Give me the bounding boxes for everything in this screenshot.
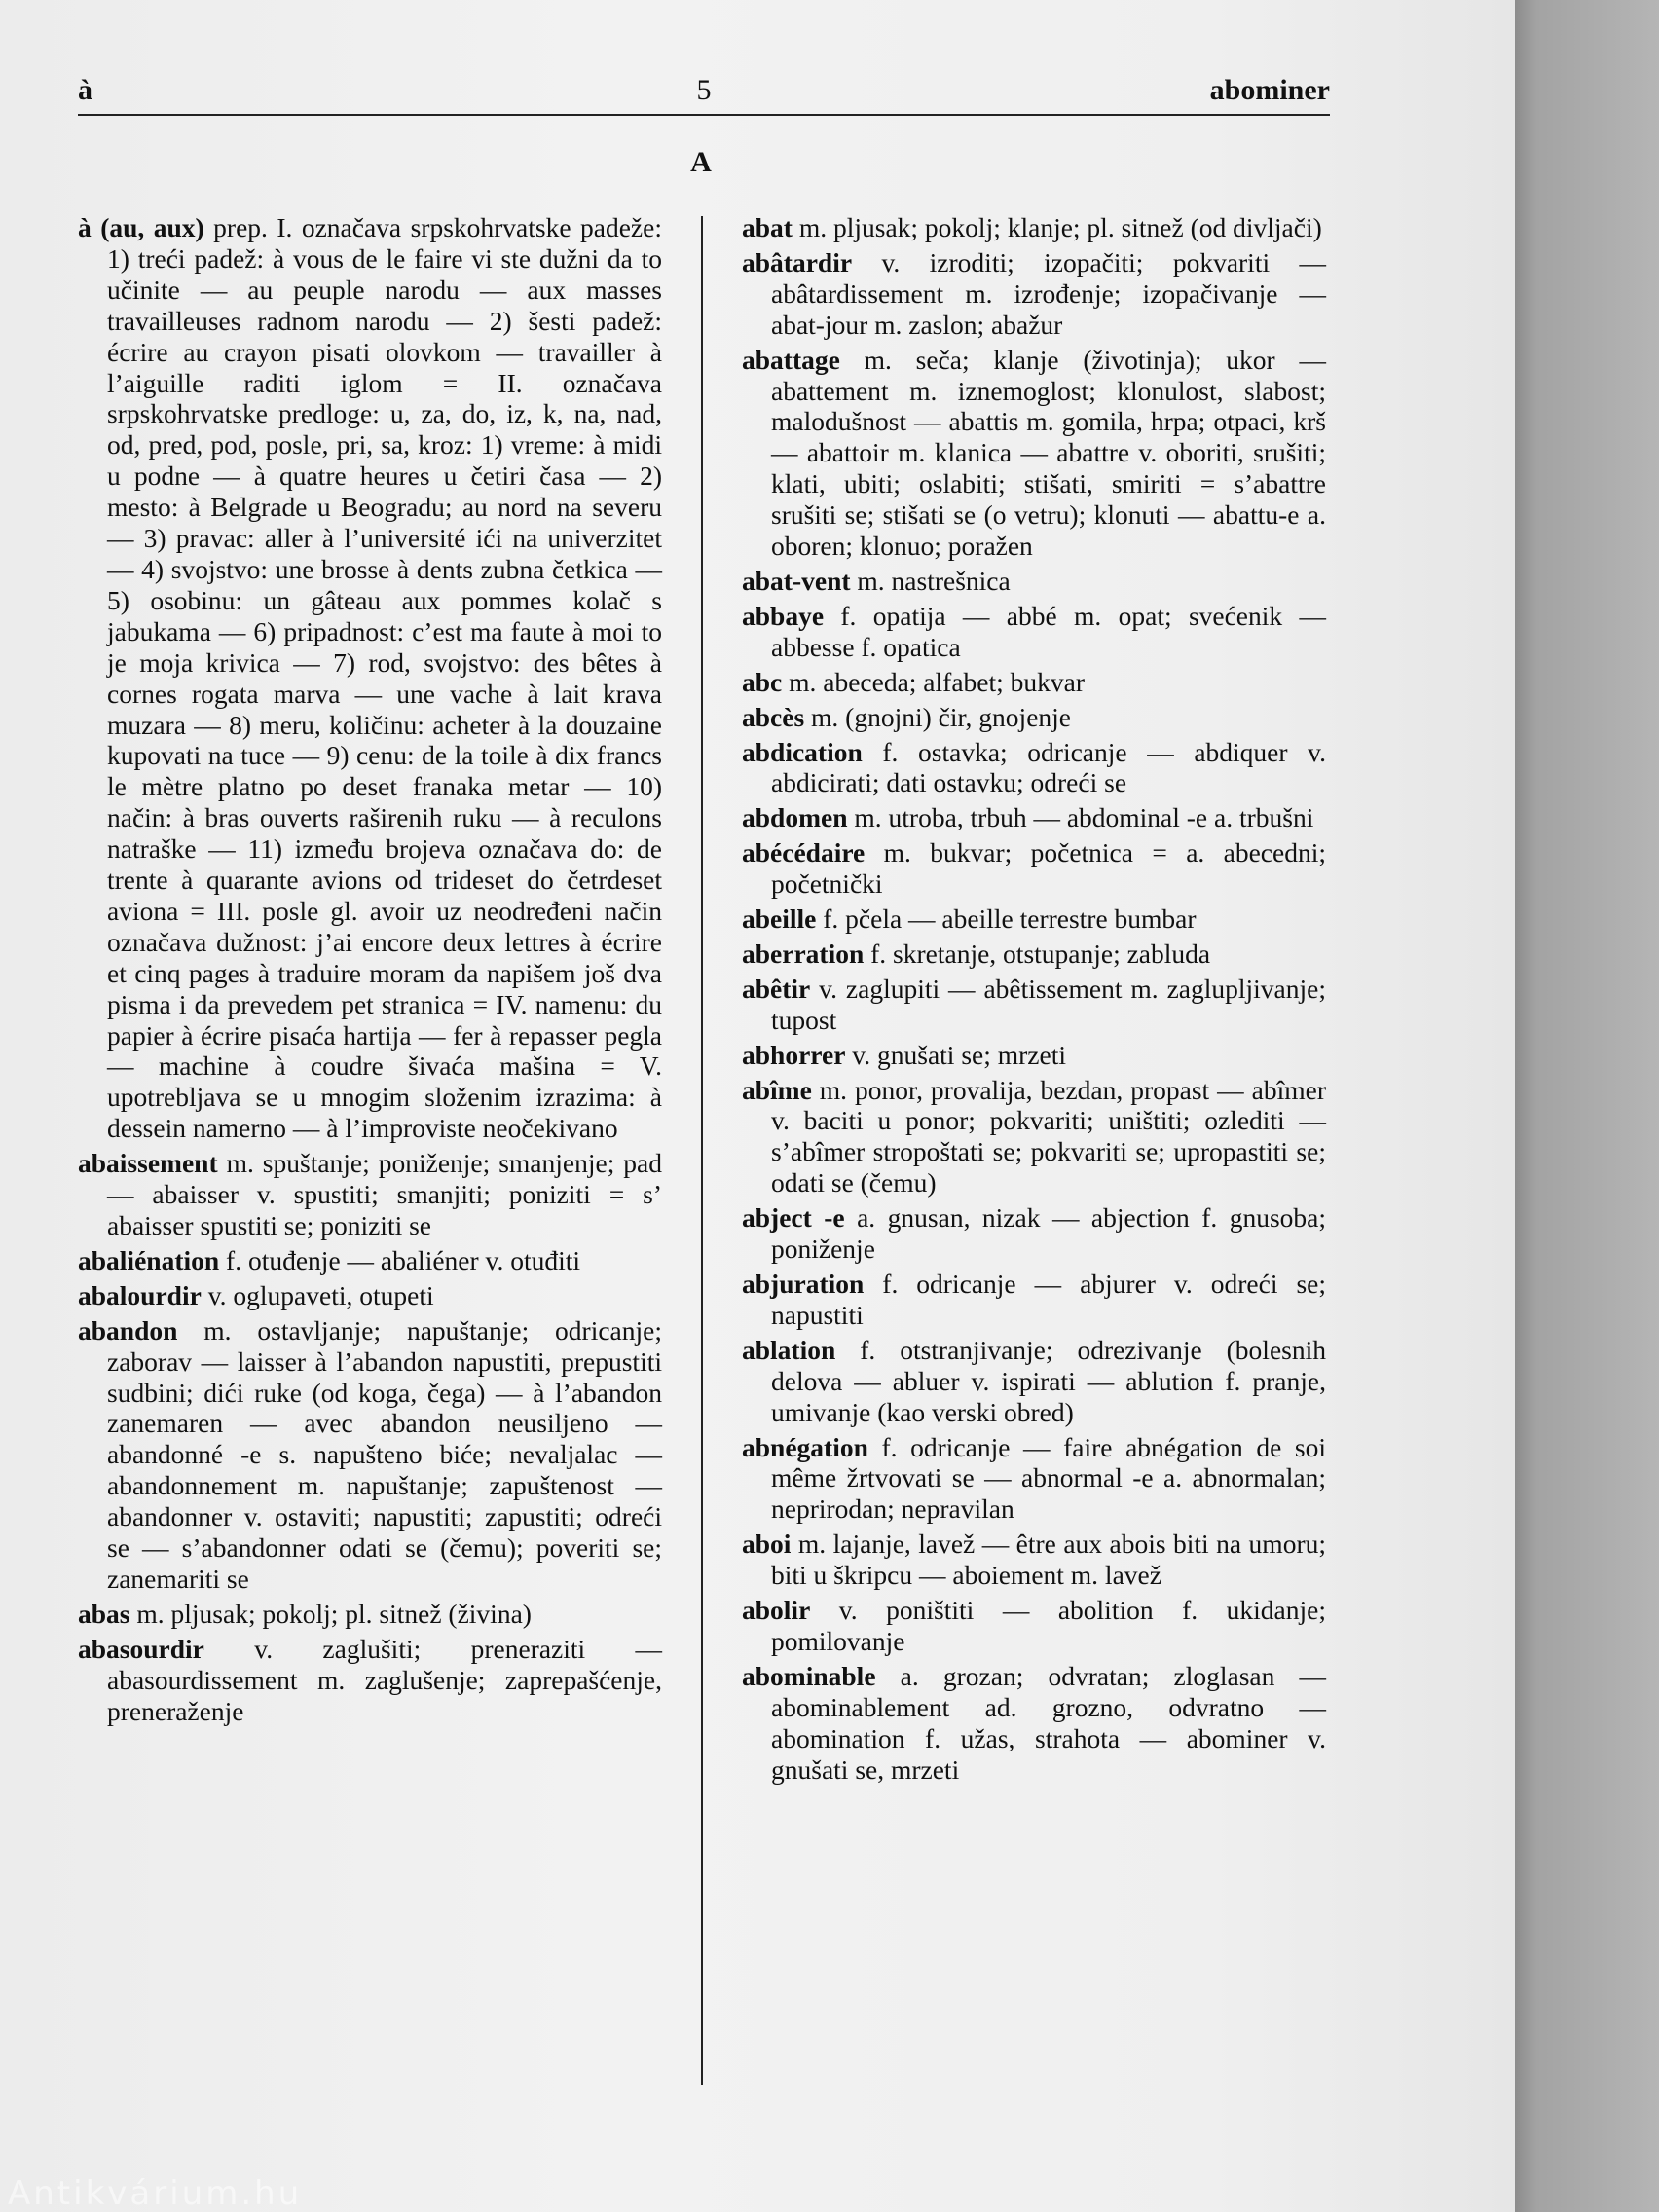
dictionary-entry: [742, 1432, 1326, 1526]
entry-definition: v. izroditi; izopačiti; pokvariti — abâtardissement m. izrođenje; izopačivanje — abat-jour m. zaslon; abažur: [771, 246, 1326, 340]
page-number: 5: [696, 74, 712, 106]
entry-headword: abdomen: [742, 802, 848, 833]
entry-headword: abc: [742, 666, 783, 697]
dictionary-entry: [742, 667, 1326, 698]
entry-headword: abasourdir: [78, 1633, 204, 1664]
dictionary-entry: [78, 1634, 662, 1727]
entry-headword: abcès: [742, 701, 805, 732]
entry-headword: abêtir: [742, 973, 811, 1004]
entry-definition: a. grozan; odvratan; zloglasan — abominablement ad. grozno, odvratno — abomination f. užas, strahota — abominer v. gnušati se, mrzeti: [771, 1660, 1326, 1785]
entry-definition: v. oglupaveti, otupeti: [201, 1279, 434, 1310]
dictionary-entry: [742, 566, 1326, 597]
entry-definition: f. odricanje — abjurer v. odreći se; napustiti: [771, 1269, 1326, 1330]
page-header: [78, 74, 1330, 113]
entry-headword: abdication: [742, 736, 863, 767]
column-divider: [701, 216, 703, 2085]
entry-headword: abominable: [742, 1660, 876, 1691]
entry-definition: m. nastrešnica: [850, 565, 1011, 596]
dictionary-entry: [742, 702, 1326, 733]
book-edge: [1515, 0, 1659, 2212]
entry-headword: abaliénation: [78, 1244, 220, 1275]
entry-headword: abat: [742, 212, 793, 242]
entry-headword: abbaye: [742, 600, 825, 631]
entry-headword: abas: [78, 1598, 130, 1629]
left-column: [78, 212, 662, 1727]
entry-definition: m. seča; klanje (životinja); ukor — abattement m. iznemoglost; klonulost, slabost; malodušnost — abattis m. gomila, hrpa; otpaci, krš — abattoir m. klanica — abattre v. oboriti, srušiti; klati, ubiti; oslabiti; stišati, smiriti = s’abattre srušiti se; stišati se (o vetru); klonuti — abattu-e a. oboren; klonuo; poražen: [771, 344, 1326, 562]
entry-definition: m. bukvar; početnica = a. abecedni; početnički: [771, 837, 1326, 900]
dictionary-entry: [78, 212, 662, 1144]
entry-definition: m. utroba, trbuh — abdominal -e a. trbušni: [847, 802, 1314, 833]
entry-headword: aberration: [742, 938, 865, 969]
section-letter: A: [690, 146, 712, 178]
dictionary-entry: [742, 1202, 1326, 1265]
entry-headword: abattage: [742, 344, 840, 375]
dictionary-entry: [742, 1040, 1326, 1071]
entry-definition: f. skretanje, otstupanje; zabluda: [864, 938, 1211, 969]
entry-definition: v. zaglušiti; preneraziti — abasourdissement m. zaglušenje; zaprepašćenje, preneraženje: [107, 1633, 662, 1726]
entry-headword: abject -e: [742, 1202, 845, 1234]
dictionary-entry: [742, 837, 1326, 900]
entry-headword: aboi: [742, 1529, 792, 1560]
dictionary-entry: [742, 802, 1326, 833]
entry-headword: abolir: [742, 1595, 811, 1626]
entry-definition: m. lajanje, lavež — être aux abois biti na umoru; biti u škripcu — aboiement m. lavež: [771, 1529, 1326, 1591]
header-rule: [78, 114, 1330, 116]
entry-headword: abâtardir: [742, 246, 853, 277]
entry-definition: f. otstranjivanje; odrezivanje (bolesnih delova — abluer v. ispirati — ablution f. pranje, umivanje (kao verski obred): [771, 1334, 1326, 1427]
right-column: [742, 212, 1326, 1786]
entry-definition: f. opatija — abbé m. opat; svećenik — abbesse f. opatica: [771, 600, 1326, 662]
dictionary-entry: [78, 1245, 662, 1276]
entry-definition: m. ostavljanje; napuštanje; odricanje; zaborav — laisser à l’abandon napustiti, prepustiti sudbini; dići ruke (od koga, čega) — à l’abandon zanemaren — avec abandon neusiljeno — abandonné -e s. napušteno biće; nevaljalac — abandonnement m. napuštanje; zapuštenost — abandonner v. ostaviti; napustiti; zapustiti; odreći se — s’abandonner odati se (čemu); poveriti se; zanemariti se: [107, 1314, 662, 1594]
entry-headword: ablation: [742, 1334, 836, 1365]
dictionary-entry: [742, 212, 1326, 243]
dictionary-entry: [742, 601, 1326, 663]
entry-definition: m. pljusak; pokolj; pl. sitnež (živina): [129, 1598, 532, 1629]
entry-definition: m. abeceda; alfabet; bukvar: [782, 666, 1085, 697]
entry-definition: f. pčela — abeille terrestre bumbar: [816, 903, 1197, 935]
entry-definition: v. gnušati se; mrzeti: [845, 1039, 1066, 1070]
entry-headword: abîme: [742, 1074, 812, 1105]
entry-headword: abaissement: [78, 1148, 218, 1179]
entry-definition: m. spuštanje; poniženje; smanjenje; pad — abaisser v. spustiti; smanjiti; poniziti = s’ abaisser spustiti se; poniziti se: [107, 1148, 662, 1240]
entry-headword: à (au, aux): [78, 212, 204, 242]
entry-definition: f. ostavka; odricanje — abdiquer v. abdicirati; dati ostavku; odreći se: [771, 736, 1326, 798]
dictionary-entry: [742, 345, 1326, 562]
dictionary-entry: [742, 974, 1326, 1036]
entry-definition: m. (gnojni) čir, gnojenje: [804, 701, 1072, 732]
entry-headword: abhorrer: [742, 1039, 846, 1070]
header-first-word: à: [78, 74, 92, 106]
entry-definition: f. odricanje — faire abnégation de soi même žrtvovati se — abnormal -e a. abnormalan; neprirodan; nepravilan: [771, 1431, 1326, 1525]
dictionary-entry: [78, 1599, 662, 1630]
dictionary-entry: [742, 1269, 1326, 1331]
dictionary-entry: [742, 247, 1326, 341]
entry-headword: abeille: [742, 903, 817, 935]
dictionary-entry: [78, 1315, 662, 1595]
entry-headword: abalourdir: [78, 1279, 202, 1310]
entry-definition: prep. I. označava srpskohrvatske padeže: 1) treći padež: à vous de le faire vi ste dužni da to učinite — au peuple narodu — aux masses travailleuses radnom narodu — 2) šesti padež: écrire au crayon pisati olovkom — travailler à l’aiguille raditi iglom = II. označava srpskohrvatske predloge: u, za, do, iz, k, na, nad, od, pred, pod, posle, pri, sa, kroz: 1) vreme: à midi u podne — à quatre heures u četiri časa — 2) mesto: à Belgrade u Beogradu; au nord na severu — 3) pravac: aller à l’université ići na univerzitet — 4) svojstvo: une brosse à dents zubna četkica — 5) osobinu: un gâteau aux pommes kolač s jabukama — 6) pripadnost: c’est ma faute à moi to je moja krivica — 7) rod, svojstvo: des bêtes à cornes rogata marva — une vache à lait krava muzara — 8) meru, količinu: acheter à la douzaine kupovati na tuce — 9) cenu: de la toile à dix francs le mètre platno po deset franaka metar — 10) način: à bras ouverts raširenih ruku — à reculons natraške — 11) između brojeva označava do: de trente à quarante avions od trideset do četrdeset aviona = III. posle gl. avoir uz neodređeni način označava dužnost: j’ai encore deux lettres à écrire et cinq pages à traduire moram da napišem još dva pisma i da prevedem pet stranica = IV. namenu: du papier à écrire pisaća hartija — fer à repasser pegla — machine à coudre šivaća mašina = V. upotrebljava se u mnogim složenim izrazima: à dessein namerno — à l’improviste neočekivano: [107, 212, 662, 1144]
entry-definition: f. otuđenje — abaliéner v. otuđiti: [219, 1244, 581, 1275]
dictionary-entry: [742, 1075, 1326, 1199]
entry-definition: m. pljusak; pokolj; klanje; pl. sitnež (od divljači): [792, 212, 1322, 242]
entry-definition: a. gnusan, nizak — abjection f. gnusoba; poniženje: [771, 1202, 1326, 1265]
entry-headword: abjuration: [742, 1269, 865, 1299]
dictionary-entry: [742, 1661, 1326, 1786]
dictionary-entry: [742, 1335, 1326, 1428]
dictionary-entry: [742, 939, 1326, 970]
entry-headword: abandon: [78, 1314, 178, 1346]
dictionary-entry: [78, 1148, 662, 1241]
entry-headword: abécédaire: [742, 837, 866, 868]
entry-definition: v. poništiti — abolition f. ukidanje; pomilovanje: [771, 1595, 1326, 1656]
dictionary-entry: [742, 1529, 1326, 1591]
entry-headword: abnégation: [742, 1431, 868, 1462]
entry-headword: abat-vent: [742, 565, 851, 596]
watermark: Antikvárium.hu: [8, 2175, 303, 2212]
entry-definition: v. zaglupiti — abêtissement m. zaglupljivanje; tupost: [771, 973, 1326, 1035]
dictionary-entry: [742, 903, 1326, 935]
dictionary-entry: [742, 1595, 1326, 1657]
entry-definition: m. ponor, provalija, bezdan, propast — abîmer v. baciti u ponor; pokvariti; uništiti; ozlediti — s’abîmer stropoštati se; pokvariti se; upropastiti se; odati se (čemu): [771, 1074, 1326, 1198]
dictionary-entry: [78, 1280, 662, 1311]
dictionary-entry: [742, 737, 1326, 799]
header-last-word: abominer: [1209, 74, 1330, 106]
